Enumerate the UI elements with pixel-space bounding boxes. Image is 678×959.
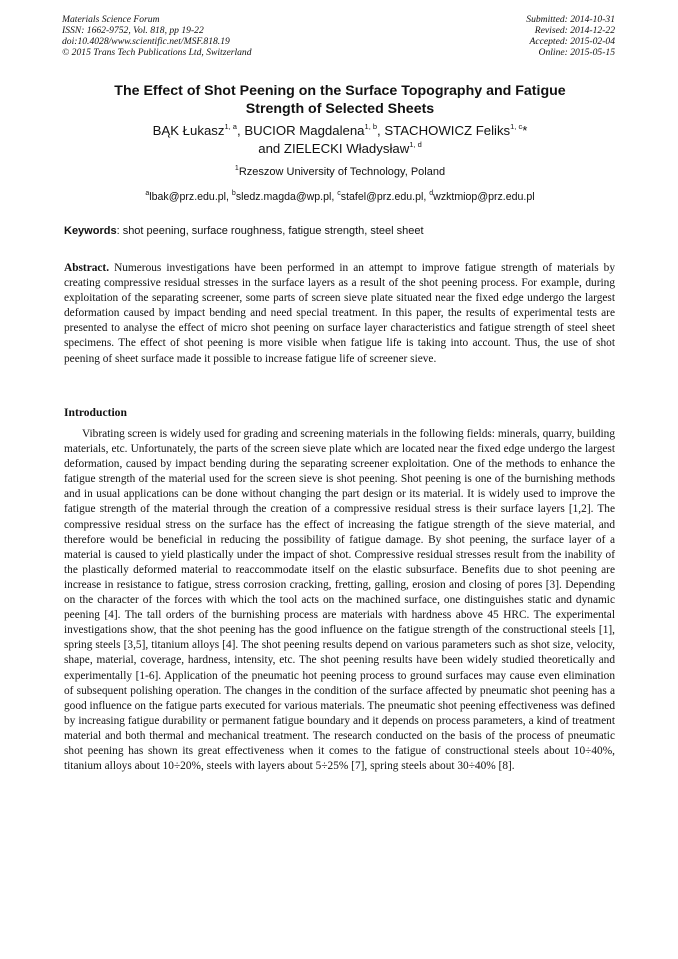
title-line-2: Strength of Selected Sheets bbox=[245, 101, 435, 117]
author-2-affil: 1, b bbox=[364, 122, 378, 131]
abstract-text: Numerous investigations have been performed in an attempt to improve fatigue strength of materials by creating compressive residual stresses in the surface layers as a result of the shot peening process. For example, during exploitation of the separating screener, some parts of screen sieve plate situated near the fixed edge undergo the largest deformation caused by impact bending and need special treatment. In this paper, the results of experimental tests are presented to analyse the effect of micro shot peening on surface layer characteristics and fatigue strength of steel sheet specimens. The effect of shot peening is more visible when fatigue life is taking into account. Thus, the use of shot peening of sheet surface made it possible to increase fatigue life of screener sieve. bbox=[64, 262, 615, 365]
author-3-affil: 1, c bbox=[510, 122, 523, 131]
introduction-heading: Introduction bbox=[64, 406, 127, 419]
email-d: wzktmiop@prz.edu.pl bbox=[433, 191, 535, 203]
authors-line-1: BĄK Łukasz$^{1, a}$, BUCIOR Magdalena$^{1, b}$, STACHOWICZ Feliks$^{1, c}$* bbox=[152, 122, 528, 138]
email-c-mark: c bbox=[337, 190, 341, 197]
introduction-text: Vibrating screen is widely used for grading and screening materials in the following fields: minerals, quarry, building materials, etc. Unfortunately, the parts of the screen sieve plate which are located near the fixed edge undergo the largest deformation, caused by impact bending during the separating screener exploitation. One of the methods to enhance the fatigue strength of the material used for the screen sieve is shot peening. Shot peening is one of the burnishing methods and in usual applications can be done without changing the part design or its material. It is widely used to improve the fatigue strength of the material through the creation of a compressive residual stress is their surface layers [1,2]. The compressive residual stress on the surface has the effect of increasing the fatigue strength of the sieve material, and therefore would be beneficial in reducing the possibility of fatigue damage. By shot peening, the surface layer of a material is caused to yield plastically under the impact of shot. Compressive residual stresses result from the inability of the plastically deformed material to reaccommodate itself on the elastic subsurface. Benefits due to shot peening are increase in resistance to fatigue, stress corrosion cracking, fretting, galling, erosion and closing of pores [3]. Depending on the character of the forces with which the tool acts on the machined surface, one distinguishes static and dynamic peening [4]. The tall orders of the burnishing process are materials with hardness above 45 HRC. The experimental investigations show, that the shot peening has the good influence on the fatigue strength of the constructional steels [1], spring steels [3,5], titanium alloys [4]. The shot peening results depend on various parameters such as shot size, velocity, shape, material, coverage, hardness, intensity, etc. The shot peening results have been widely studied theoretically and experimentally [1-6]. Application of the pneumatic hot peening process to ground surfaces may cause even elimination of subsequent polishing operation. The changes in the condition of the surface affected by pneumatic shot peening has a good influence on the fatigue parts executed for various materials. The pneumatic shot peening effectiveness was defined by increasing fatigue durability or permanent fatigue boundary and it depends on process parameters, a kind of treatment material and both thermal and mechanical treatment. The research conducted on the basis of the process of pneumatic shot peening has shown its great effectiveness when it comes to the fatigue of constructional steels about 10÷40%, titanium alloys about 10÷20%, steels with layers about 5÷25% [7], spring steels about 30÷40% [8]. bbox=[64, 428, 615, 773]
author-3: STACHOWICZ Feliks bbox=[384, 123, 511, 138]
author-4-affil: 1, d bbox=[409, 140, 422, 149]
issn-volume: ISSN: 1662-9752, Vol. 818, pp 19-22 bbox=[62, 25, 204, 36]
affiliation-text: Rzeszow University of Technology, Poland bbox=[238, 166, 446, 178]
author-conjunction: and bbox=[258, 141, 281, 156]
author-list bbox=[64, 122, 616, 158]
affiliation-mark: 1 bbox=[234, 165, 239, 172]
affiliation bbox=[64, 165, 616, 179]
journal-name: Materials Science Forum bbox=[62, 14, 160, 25]
email-d-mark: d bbox=[429, 190, 434, 197]
email-a: lbak@prz.edu.pl bbox=[149, 191, 227, 203]
title-line-1: The Effect of Shot Peening on the Surface Topography and Fatigue bbox=[114, 83, 566, 99]
paper-title bbox=[64, 82, 616, 118]
email-list: $^a$lbak@prz.edu.pl, $^b$sledz.magda@wp.pl, $^c$stafel@prz.edu.pl, $^d$wzktmiop@prz.edu.pl bbox=[145, 190, 535, 203]
email-c: stafel@prz.edu.pl bbox=[340, 191, 424, 203]
submitted-date: Submitted: 2014-10-31 bbox=[526, 14, 615, 25]
author-4: ZIELECKI Władysław bbox=[283, 141, 410, 156]
online-date: Online: 2015-05-15 bbox=[538, 47, 615, 58]
keywords-label: Keywords bbox=[64, 225, 117, 237]
email-b: sledz.magda@wp.pl bbox=[235, 191, 332, 203]
author-2: BUCIOR Magdalena bbox=[244, 123, 365, 138]
abstract-label: Abstract. bbox=[64, 262, 110, 274]
keywords-text: : shot peening, surface roughness, fatigue strength, steel sheet bbox=[116, 225, 424, 237]
authors-line-2 bbox=[64, 140, 616, 158]
keywords bbox=[64, 224, 616, 238]
copyright: © 2015 Trans Tech Publications Ltd, Switzerland bbox=[62, 47, 252, 58]
accepted-date: Accepted: 2015-02-04 bbox=[529, 36, 615, 47]
revised-date: Revised: 2014-12-22 bbox=[534, 25, 615, 36]
email-a-mark: a bbox=[145, 190, 150, 197]
journal-header bbox=[62, 14, 252, 58]
abstract bbox=[64, 261, 615, 367]
doi: doi:10.4028/www.scientific.net/MSF.818.19 bbox=[62, 36, 230, 47]
publication-dates bbox=[526, 14, 615, 58]
corresponding-author-mark: * bbox=[522, 123, 528, 138]
author-1-affil: 1, a bbox=[224, 122, 237, 131]
author-1: BĄK Łukasz bbox=[152, 123, 225, 138]
email-b-mark: b bbox=[231, 190, 236, 197]
